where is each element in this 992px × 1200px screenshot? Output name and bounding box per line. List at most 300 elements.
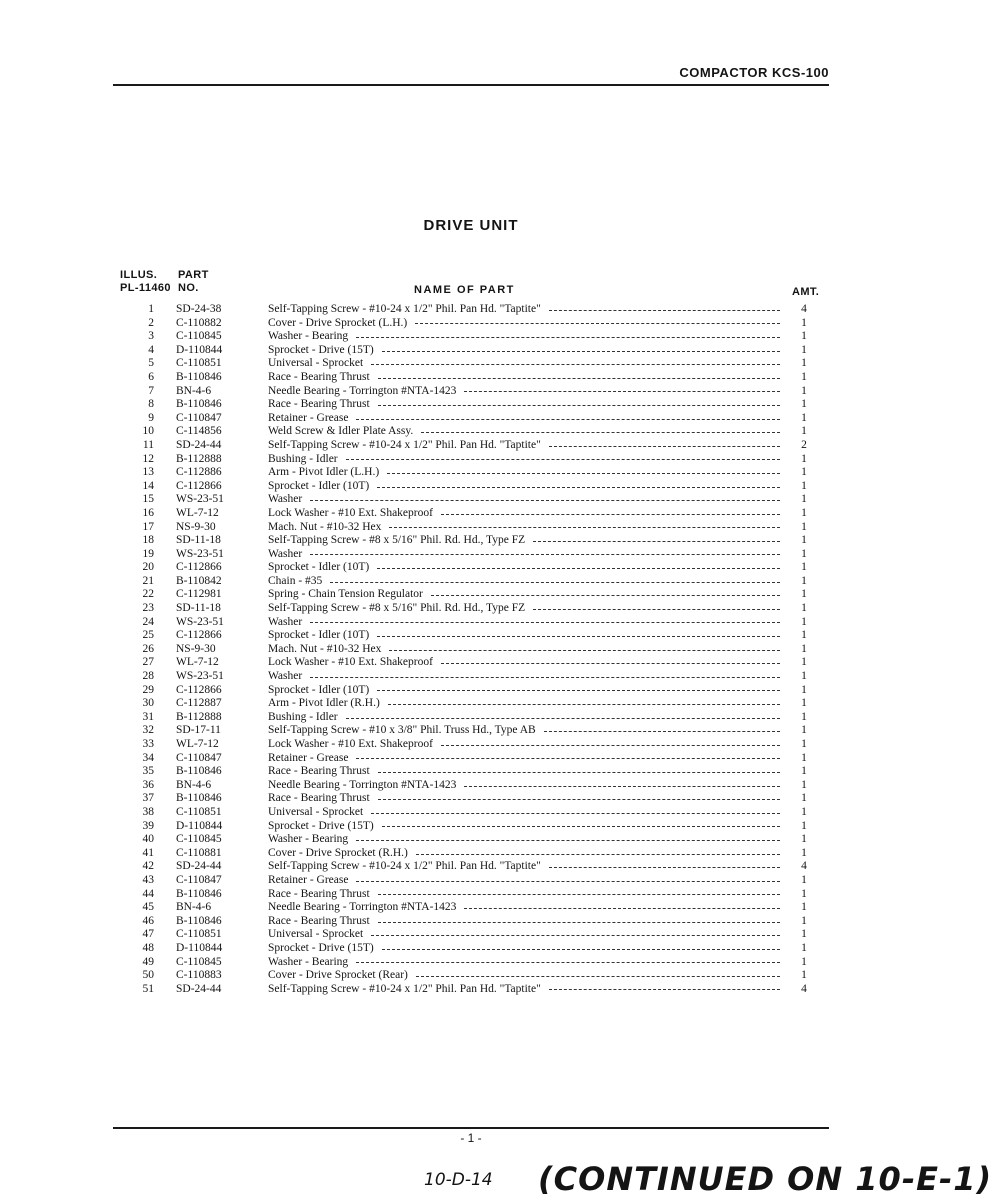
part-name: Sprocket - Drive (15T) — [268, 819, 374, 832]
illus-number: 24 — [142, 615, 154, 628]
illus-number: 39 — [142, 819, 154, 832]
part-name-cell — [268, 371, 780, 385]
part-name: Mach. Nut - #10-32 Hex — [268, 520, 382, 533]
dot-leader — [441, 514, 780, 515]
part-name: Sprocket - Drive (15T) — [268, 343, 374, 356]
part-name: Retainer - Grease — [268, 873, 349, 886]
part-amount: 1 — [801, 520, 807, 533]
dot-leader — [356, 337, 780, 338]
part-amount: 1 — [801, 656, 807, 669]
part-name-cell — [268, 534, 780, 548]
table-row — [0, 928, 942, 942]
part-name-cell — [268, 357, 780, 371]
part-number: BN-4-6 — [176, 901, 212, 914]
part-name: Bushing - Idler — [268, 710, 338, 723]
dot-leader — [421, 432, 780, 433]
illus-number: 13 — [142, 466, 154, 479]
illus-number: 15 — [142, 493, 154, 506]
part-name-cell — [268, 643, 780, 657]
part-amount: 1 — [801, 493, 807, 506]
table-row — [0, 303, 942, 317]
table-row — [0, 874, 942, 888]
table-row — [0, 534, 942, 548]
dot-leader — [378, 894, 780, 895]
part-name: Lock Washer - #10 Ext. Shakeproof — [268, 738, 433, 750]
part-amount: 1 — [801, 316, 807, 329]
part-number: WS-23-51 — [176, 547, 224, 560]
dot-leader — [549, 867, 780, 868]
part-name: Sprocket - Drive (15T) — [268, 941, 374, 954]
table-row — [0, 765, 942, 779]
part-name: Arm - Pivot Idler (L.H.) — [268, 466, 380, 479]
part-number: B-110846 — [176, 914, 222, 927]
dot-leader — [378, 405, 780, 406]
part-amount: 1 — [801, 425, 807, 438]
part-name: Needle Bearing - Torrington #NTA-1423 — [268, 901, 457, 914]
column-header-amount: AMT. — [792, 286, 820, 298]
part-name-cell — [268, 412, 780, 426]
part-number: WS-23-51 — [176, 493, 224, 506]
dot-leader — [356, 419, 780, 420]
page-number: - 1 - — [460, 1131, 482, 1145]
illus-number: 17 — [142, 520, 154, 533]
part-number: C-110847 — [176, 751, 222, 764]
section-title: DRIVE UNIT — [423, 217, 519, 234]
part-amount: 1 — [801, 969, 807, 982]
part-name-cell — [268, 303, 780, 317]
part-name-cell — [268, 670, 780, 684]
part-name-cell — [268, 330, 780, 344]
dot-leader — [441, 663, 780, 664]
part-name: Needle Bearing - Torrington #NTA-1423 — [268, 778, 457, 791]
part-name-cell — [268, 711, 780, 725]
part-number: SD-24-44 — [176, 860, 222, 873]
part-name-cell — [268, 983, 780, 997]
part-number: WS-23-51 — [176, 615, 224, 628]
part-name: Lock Washer - #10 Ext. Shakeproof — [268, 656, 433, 669]
part-number: D-110844 — [176, 819, 223, 832]
table-row — [0, 398, 942, 412]
table-row — [0, 711, 942, 725]
table-row — [0, 466, 942, 480]
illus-number: 32 — [142, 724, 154, 737]
illus-number: 10 — [142, 425, 154, 438]
part-number: WL-7-12 — [176, 656, 219, 669]
part-amount: 1 — [801, 384, 807, 397]
part-name-cell — [268, 820, 780, 834]
illus-number: 7 — [148, 384, 154, 397]
illus-number: 11 — [142, 438, 154, 451]
dot-leader — [533, 541, 780, 542]
table-row — [0, 330, 942, 344]
part-name: Washer - Bearing — [268, 330, 349, 343]
part-amount: 1 — [801, 724, 807, 737]
part-number: C-110845 — [176, 955, 222, 968]
part-amount: 1 — [801, 588, 807, 601]
part-name-cell — [268, 629, 780, 643]
part-number: B-110846 — [176, 765, 222, 778]
table-row — [0, 412, 942, 426]
part-name: Washer — [268, 493, 303, 506]
illus-number: 38 — [142, 805, 154, 818]
part-number: SD-11-18 — [176, 534, 221, 547]
table-row — [0, 738, 942, 752]
part-name-cell — [268, 888, 780, 902]
dot-leader — [356, 881, 780, 882]
part-name-cell — [268, 385, 780, 399]
parts-table — [0, 303, 942, 996]
part-number: C-110845 — [176, 833, 222, 846]
part-amount: 1 — [801, 792, 807, 805]
part-number: C-110847 — [176, 873, 222, 886]
part-name-cell — [268, 901, 780, 915]
part-name: Mach. Nut - #10-32 Hex — [268, 642, 382, 655]
illus-number: 27 — [142, 656, 154, 669]
part-amount: 1 — [801, 670, 807, 683]
part-name: Universal - Sprocket — [268, 928, 364, 941]
part-amount: 1 — [801, 411, 807, 424]
illus-number: 19 — [142, 547, 154, 560]
part-amount: 1 — [801, 941, 807, 954]
part-name-cell — [268, 928, 780, 942]
part-name: Race - Bearing Thrust — [268, 792, 370, 805]
part-number: NS-9-30 — [176, 520, 216, 533]
part-name: Chain - #35 — [268, 574, 323, 587]
dot-leader — [382, 351, 780, 352]
part-name-cell — [268, 833, 780, 847]
part-name: Washer — [268, 615, 303, 628]
table-row — [0, 860, 942, 874]
part-number: C-110847 — [176, 411, 222, 424]
part-name-cell — [268, 588, 780, 602]
part-number: B-110842 — [176, 574, 222, 587]
illus-number: 42 — [142, 860, 154, 873]
illus-number: 26 — [142, 642, 154, 655]
table-row — [0, 983, 942, 997]
illus-number: 16 — [142, 506, 154, 519]
dot-leader — [533, 609, 780, 610]
table-row — [0, 656, 942, 670]
part-name-cell — [268, 466, 780, 480]
illus-number: 18 — [142, 534, 154, 547]
part-name: Race - Bearing Thrust — [268, 914, 370, 927]
part-name: Arm - Pivot Idler (R.H.) — [268, 697, 380, 710]
part-name-cell — [268, 575, 780, 589]
table-row — [0, 480, 942, 494]
dot-leader — [330, 582, 780, 583]
part-number: D-110844 — [176, 941, 223, 954]
part-name-cell — [268, 616, 780, 630]
dot-leader — [356, 962, 780, 963]
illus-number: 9 — [148, 411, 154, 424]
part-number: B-110846 — [176, 792, 222, 805]
part-name: Cover - Drive Sprocket (L.H.) — [268, 316, 408, 329]
illus-number: 23 — [142, 602, 154, 615]
part-name: Self-Tapping Screw - #10-24 x 1/2" Phil. Pan Hd. "Taptite" — [268, 303, 541, 315]
part-name-cell — [268, 697, 780, 711]
header-rule — [113, 84, 829, 86]
table-row — [0, 956, 942, 970]
part-name-cell — [268, 507, 780, 521]
part-name: Race - Bearing Thrust — [268, 370, 370, 383]
table-row — [0, 317, 942, 331]
table-row — [0, 833, 942, 847]
illus-number: 43 — [142, 873, 154, 886]
dot-leader — [549, 446, 780, 447]
dot-leader — [377, 568, 780, 569]
part-name-cell — [268, 956, 780, 970]
dot-leader — [464, 908, 780, 909]
table-row — [0, 724, 942, 738]
part-number: NS-9-30 — [176, 642, 216, 655]
part-name: Washer — [268, 670, 303, 683]
dot-leader — [377, 690, 780, 691]
part-name: Retainer - Grease — [268, 411, 349, 424]
table-row — [0, 344, 942, 358]
continued-note: (CONTINUED ON 10-E-1) — [538, 1160, 992, 1198]
illus-number: 50 — [142, 969, 154, 982]
column-header-illus-number: PL-11460 — [120, 282, 171, 294]
illus-number: 2 — [148, 316, 154, 329]
part-name: Washer — [268, 547, 303, 560]
part-amount: 1 — [801, 357, 807, 370]
part-number: C-110851 — [176, 357, 222, 370]
dot-leader — [549, 310, 780, 311]
table-row — [0, 453, 942, 467]
part-number: SD-17-11 — [176, 724, 221, 737]
dot-leader — [382, 949, 780, 950]
part-name-cell — [268, 453, 780, 467]
illus-number: 34 — [142, 751, 154, 764]
illus-number: 1 — [148, 303, 154, 315]
part-number: D-110844 — [176, 343, 223, 356]
table-row — [0, 643, 942, 657]
part-number: C-110881 — [176, 846, 222, 859]
part-name-cell — [268, 398, 780, 412]
illus-number: 45 — [142, 901, 154, 914]
footer-rule — [113, 1127, 829, 1129]
column-header-name: NAME OF PART — [414, 284, 515, 296]
dot-leader — [441, 745, 780, 746]
illus-number: 5 — [148, 357, 154, 370]
part-name-cell — [268, 561, 780, 575]
table-row — [0, 915, 942, 929]
illus-number: 41 — [142, 846, 154, 859]
table-row — [0, 684, 942, 698]
table-row — [0, 588, 942, 602]
table-row — [0, 616, 942, 630]
part-amount: 1 — [801, 901, 807, 914]
illus-number: 51 — [142, 982, 154, 995]
part-amount: 1 — [801, 452, 807, 465]
part-name-cell — [268, 425, 780, 439]
part-name: Washer - Bearing — [268, 955, 349, 968]
table-row — [0, 670, 942, 684]
part-name-cell — [268, 602, 780, 616]
part-name: Needle Bearing - Torrington #NTA-1423 — [268, 384, 457, 397]
part-number: WL-7-12 — [176, 506, 219, 519]
illus-number: 36 — [142, 778, 154, 791]
part-number: BN-4-6 — [176, 384, 212, 397]
illus-number: 22 — [142, 588, 154, 601]
part-number: C-112886 — [176, 466, 222, 479]
illus-number: 49 — [142, 955, 154, 968]
part-name-cell — [268, 344, 780, 358]
illus-number: 33 — [142, 738, 154, 750]
part-name: Washer - Bearing — [268, 833, 349, 846]
table-row — [0, 357, 942, 371]
part-amount: 1 — [801, 370, 807, 383]
part-name-cell — [268, 684, 780, 698]
part-name: Self-Tapping Screw - #8 x 5/16" Phil. Rd. Hd., Type FZ — [268, 602, 526, 615]
part-name-cell — [268, 521, 780, 535]
dot-leader — [549, 989, 780, 990]
dot-leader — [389, 527, 780, 528]
part-number: BN-4-6 — [176, 778, 212, 791]
part-amount: 1 — [801, 805, 807, 818]
illus-number: 4 — [148, 343, 154, 356]
part-name: Universal - Sprocket — [268, 357, 364, 370]
part-name: Race - Bearing Thrust — [268, 765, 370, 778]
dot-leader — [371, 364, 780, 365]
dot-leader — [388, 704, 780, 705]
part-amount: 1 — [801, 343, 807, 356]
part-amount: 1 — [801, 615, 807, 628]
part-amount: 1 — [801, 683, 807, 696]
table-row — [0, 806, 942, 820]
part-name-cell — [268, 548, 780, 562]
illus-number: 8 — [148, 398, 154, 411]
part-number: B-112888 — [176, 452, 222, 465]
illus-number: 44 — [142, 887, 154, 900]
part-name: Self-Tapping Screw - #8 x 5/16" Phil. Rd. Hd., Type FZ — [268, 534, 526, 547]
part-name: Cover - Drive Sprocket (R.H.) — [268, 846, 408, 859]
dot-leader — [371, 813, 780, 814]
dot-leader — [382, 826, 780, 827]
part-name-cell — [268, 874, 780, 888]
part-name-cell — [268, 915, 780, 929]
illus-number: 29 — [142, 683, 154, 696]
table-row — [0, 561, 942, 575]
part-name-cell — [268, 480, 780, 494]
part-name: Sprocket - Idler (10T) — [268, 561, 370, 574]
dot-leader — [378, 772, 780, 773]
part-number: C-112887 — [176, 697, 222, 710]
dot-leader — [371, 935, 780, 936]
part-name: Weld Screw & Idler Plate Assy. — [268, 425, 414, 438]
part-name-cell — [268, 738, 780, 752]
dot-leader — [378, 378, 780, 379]
part-name: Cover - Drive Sprocket (Rear) — [268, 969, 408, 982]
column-header-part-number: NO. — [178, 282, 199, 294]
part-number: C-110882 — [176, 316, 222, 329]
part-number: WL-7-12 — [176, 738, 219, 750]
dot-leader — [310, 554, 780, 555]
illus-number: 3 — [148, 330, 154, 343]
table-row — [0, 901, 942, 915]
part-number: C-112866 — [176, 629, 222, 642]
dot-leader — [378, 799, 780, 800]
table-row — [0, 779, 942, 793]
dot-leader — [416, 976, 780, 977]
illus-number: 30 — [142, 697, 154, 710]
part-number: C-112866 — [176, 479, 222, 492]
part-number: C-112866 — [176, 561, 222, 574]
table-row — [0, 888, 942, 902]
dot-leader — [346, 718, 780, 719]
part-name-cell — [268, 779, 780, 793]
part-number: C-110883 — [176, 969, 222, 982]
column-header-illus: ILLUS. — [120, 269, 158, 281]
part-amount: 4 — [801, 303, 807, 315]
part-name-cell — [268, 752, 780, 766]
part-name: Sprocket - Idler (10T) — [268, 683, 370, 696]
part-amount: 1 — [801, 466, 807, 479]
part-amount: 1 — [801, 887, 807, 900]
table-row — [0, 385, 942, 399]
part-amount: 1 — [801, 330, 807, 343]
part-amount: 1 — [801, 561, 807, 574]
table-row — [0, 969, 942, 983]
part-amount: 1 — [801, 710, 807, 723]
illus-number: 28 — [142, 670, 154, 683]
part-name: Self-Tapping Screw - #10-24 x 1/2" Phil. Pan Hd. "Taptite" — [268, 982, 541, 995]
part-amount: 1 — [801, 778, 807, 791]
dot-leader — [310, 677, 780, 678]
part-name: Self-Tapping Screw - #10 x 3/8" Phil. Truss Hd., Type AB — [268, 724, 536, 737]
header-title: COMPACTOR KCS-100 — [679, 65, 829, 80]
dot-leader — [416, 854, 780, 855]
part-amount: 1 — [801, 642, 807, 655]
part-name: Race - Bearing Thrust — [268, 887, 370, 900]
part-name: Race - Bearing Thrust — [268, 398, 370, 411]
part-amount: 1 — [801, 506, 807, 519]
dot-leader — [464, 786, 780, 787]
part-name: Self-Tapping Screw - #10-24 x 1/2" Phil. Pan Hd. "Taptite" — [268, 860, 541, 873]
part-amount: 1 — [801, 534, 807, 547]
dot-leader — [310, 622, 780, 623]
part-name-cell — [268, 792, 780, 806]
table-row — [0, 602, 942, 616]
table-row — [0, 792, 942, 806]
dot-leader — [356, 758, 780, 759]
illus-number: 25 — [142, 629, 154, 642]
part-number: C-110845 — [176, 330, 222, 343]
part-amount: 4 — [801, 860, 807, 873]
dot-leader — [415, 323, 780, 324]
dot-leader — [310, 500, 780, 501]
dot-leader — [377, 636, 780, 637]
part-name: Universal - Sprocket — [268, 805, 364, 818]
table-row — [0, 752, 942, 766]
illus-number: 40 — [142, 833, 154, 846]
part-name: Retainer - Grease — [268, 751, 349, 764]
part-amount: 1 — [801, 765, 807, 778]
part-name-cell — [268, 724, 780, 738]
part-number: C-114856 — [176, 425, 222, 438]
dot-leader — [387, 473, 780, 474]
part-number: WS-23-51 — [176, 670, 224, 683]
part-number: C-110851 — [176, 805, 222, 818]
part-name: Self-Tapping Screw - #10-24 x 1/2" Phil. Pan Hd. "Taptite" — [268, 438, 541, 451]
table-row — [0, 521, 942, 535]
table-row — [0, 942, 942, 956]
part-name-cell — [268, 806, 780, 820]
part-number: C-112866 — [176, 683, 222, 696]
table-row — [0, 371, 942, 385]
part-name-cell — [268, 439, 780, 453]
table-row — [0, 629, 942, 643]
